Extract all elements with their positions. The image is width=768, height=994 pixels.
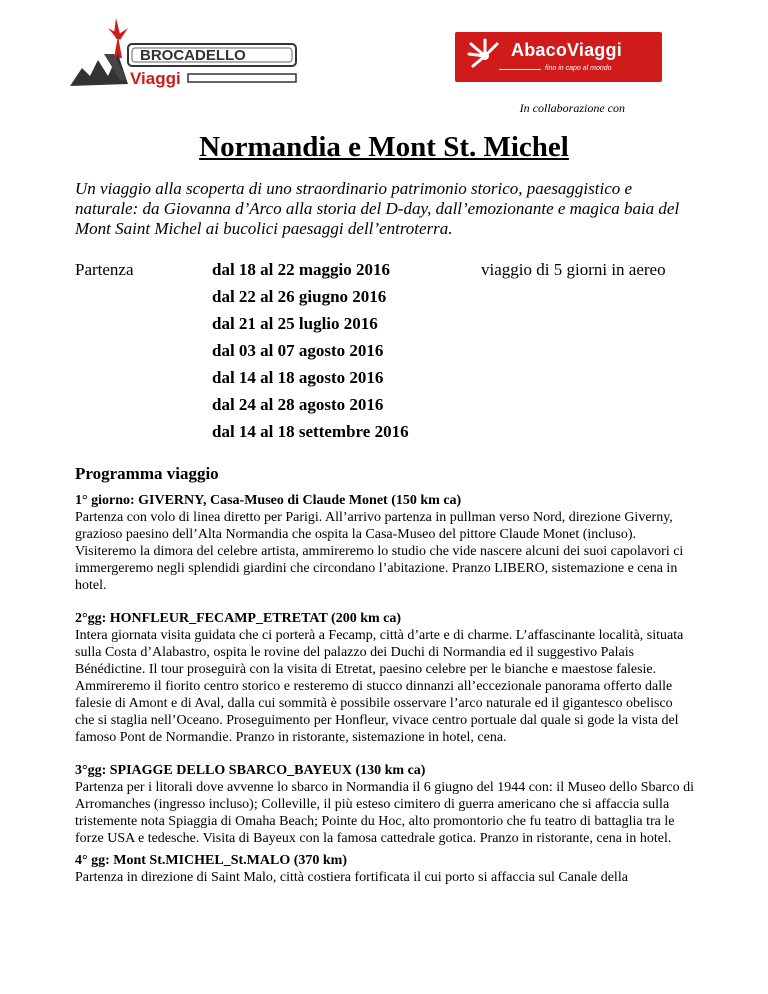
departure-date: dal 14 al 18 agosto 2016 xyxy=(212,368,384,387)
brocadello-logo xyxy=(68,14,308,94)
departure-date: dal 14 al 18 settembre 2016 xyxy=(212,422,409,441)
abaco-logo-tagline: fino in capo al mondo xyxy=(545,65,612,72)
departure-date: dal 18 al 22 maggio 2016 xyxy=(212,260,391,279)
day-title: 2°gg: HONFLEUR_FECAMP_ETRETAT (200 km ca) xyxy=(75,611,402,626)
abaco-logo-name: AbacoViaggi xyxy=(511,40,622,60)
program-day xyxy=(75,492,695,594)
departure-date: dal 03 al 07 agosto 2016 xyxy=(212,341,384,360)
departure-date: dal 22 al 26 giugno 2016 xyxy=(212,287,387,306)
svg-text:Viaggi: Viaggi xyxy=(130,69,181,88)
program-days xyxy=(75,492,695,902)
page-title: Normandia e Mont St. Michel xyxy=(199,131,569,163)
departure-date: dal 21 al 25 luglio 2016 xyxy=(212,314,378,333)
day-text: Partenza per i litorali dove avvenne lo sbarco in Normandia il 6 giugno del 1944 con: il Museo dello Sbarco di Arromanches (ingresso incluso); Colleville, il più esteso cimitero di guerra americano che si affaccia sulla tristemente nota Spiaggia di Omaha Beach; Pointe du Hoc, alto promontorio che fu teatro di battaglia tra le forze USA e tedesche. Visita di Bayeux con la famosa cattedrale gotica. Pranzo in ristorante, cena in hotel. xyxy=(75,780,694,846)
program-heading: Programma viaggio xyxy=(75,464,219,483)
trip-length: viaggio di 5 giorni in aereo xyxy=(481,260,666,279)
day-title: 3°gg: SPIAGGE DELLO SBARCO_BAYEUX (130 km ca) xyxy=(75,763,426,778)
day-text: Partenza in direzione di Saint Malo, città costiera fortificata il cui porto si affaccia sul Canale della xyxy=(75,870,628,885)
abaco-logo-divider xyxy=(499,69,541,70)
brocadello-logo-graphic xyxy=(68,14,308,94)
collaboration-note: In collaborazione con xyxy=(519,101,625,115)
day-text: Partenza con volo di linea diretto per Parigi. All’arrivo partenza in pullman verso Nord, direzione Giverny, grazioso paesino dell’Alta Normandia che ospita la Casa-Museo del pittore Claude Monet (incluso). Visiteremo la dimora del celebre artista, ammireremo lo studio che vide nascere alcuni dei suoi capolavori ci immergeremo negli splendidi giardini che circondano l’abitazione. Pranzo LIBERO, sistemazione e cena in hotel. xyxy=(75,510,684,593)
svg-text:BROCADELLO: BROCADELLO xyxy=(140,47,246,64)
intro-paragraph: Un viaggio alla scoperta di uno straordinario patrimonio storico, paesaggistico e naturale: da Giovanna d’Arco alla storia del D-day, dall’emozionante e magica baia del Mont Saint Michel ai bucolici paesaggi dell’entroterra. xyxy=(75,179,680,238)
day-title: 4° gg: Mont St.MICHEL_St.MALO (370 km) xyxy=(75,853,347,868)
abacoviaggi-logo xyxy=(455,32,662,82)
departure-date: dal 24 al 28 agosto 2016 xyxy=(212,395,384,414)
departure-dates-list xyxy=(212,260,409,449)
departure-label: Partenza xyxy=(75,260,134,279)
program-day xyxy=(75,852,695,886)
program-day xyxy=(75,610,695,746)
day-title: 1° giorno: GIVERNY, Casa-Museo di Claude Monet (150 km ca) xyxy=(75,493,462,508)
program-day xyxy=(75,762,695,847)
day-text: Intera giornata visita guidata che ci porterà a Fecamp, città d’arte e di charme. L’affascinante località, situata sulla Costa d’Alabastro, ospita le rovine del palazzo dei Duchi di Normandia ed il suggestivo Palais Bénédictine. Il tour proseguirà con la visita di Etretat, paesino celebre per le bianche e maestose falesie. Ammireremo il fiorito centro storico e resteremo di stucco dinnanzi all’eccezionale panorama offerto dalle falesie di Amont e di Aval, dalla cui sommità è possibile osservare l’arco naturale ed il gigantesco obelisco che si staglia nell’Oceano. Proseguimento per Honfleur, vivace centro portuale dal quale si gode la vista del famoso Pont de Normandie. Pranzo in ristorante, sistemazione in hotel, cena. xyxy=(75,628,684,745)
compass-star-icon xyxy=(108,18,128,58)
